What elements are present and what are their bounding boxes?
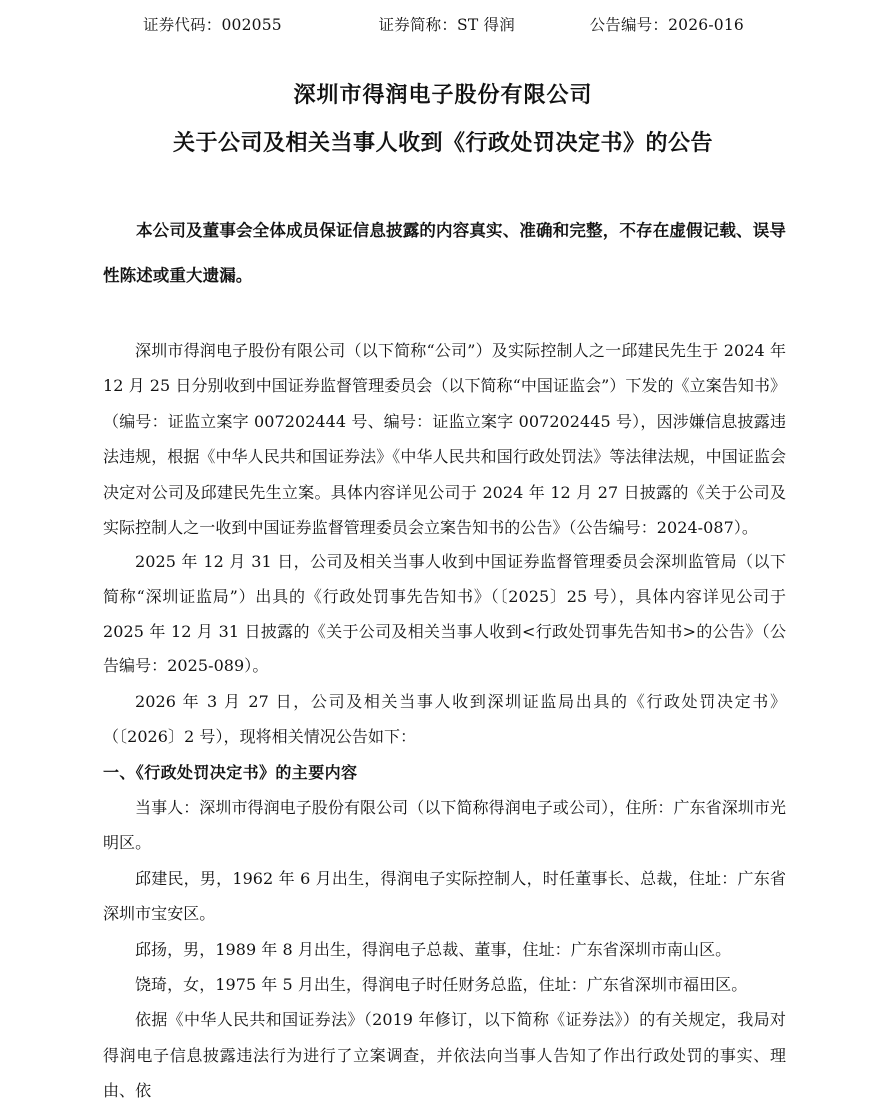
paragraph-party-company: 当事人：深圳市得润电子股份有限公司（以下简称得润电子或公司），住所：广东省深圳市光明区。 xyxy=(103,798,786,853)
paragraph-penalty-decision-received: 2026 年 3 月 27 日，公司及相关当事人收到深圳证监局出具的《行政处罚决定书》（〔2026〕2 号），现将相关情况公告如下： xyxy=(103,691,786,747)
announcement-subject-title: 关于公司及相关当事人收到《行政处罚决定书》的公告 xyxy=(172,130,713,156)
paragraph-party-qiujianmin: 邱建民，男，1962 年 6 月出生，得润电子实际控制人，时任董事长、总裁，住址：广东省深圳市宝安区。 xyxy=(103,868,786,924)
security-short-name: 证券简称：ST 得润 xyxy=(378,16,515,34)
company-name-title: 深圳市得润电子股份有限公司 xyxy=(293,82,593,108)
board-assurance-statement: 本公司及董事会全体成员保证信息披露的内容真实、准确和完整，不存在虚假记载、误导性陈述或重大遗漏。 xyxy=(103,221,786,285)
security-code: 证券代码：002055 xyxy=(143,16,282,34)
paragraph-party-raoqi: 饶琦，女，1975 年 5 月出生，得润电子时任财务总监，住址：广东省深圳市福田区。 xyxy=(135,975,748,995)
paragraph-case-filing: 深圳市得润电子股份有限公司（以下简称“公司”）及实际控制人之一邱建民先生于 2024 年 12 月 25 日分别收到中国证券监督管理委员会（以下简称“中国证监会”）下发的《立案告知书》（编号：证监立案字 007202444 号、编号：证监立案字 007202445 号），因涉嫌信息披露违法违规，根据《中华人民共和国证券法》《中华人民共和国行政处罚法》等法律法规，中国证监会决定对公司及邱建民先生立案。具体内容详见公司于 2024 年 12 月 27 日披露的《关于公司及实际控制人之一收到中国证券监督管理委员会立案告知书的公告》（公告编号：2024-087）。 xyxy=(103,341,786,538)
section-heading-main-content: 一、《行政处罚决定书》的主要内容 xyxy=(103,762,358,782)
title-block xyxy=(60,78,826,160)
paragraph-prior-notice: 2025 年 12 月 31 日，公司及相关当事人收到中国证券监督管理委员会深圳监管局（以下简称“深圳证监局”）出具的《行政处罚事先告知书》（〔2025〕25 号），具体内容详见公司于 2025 年 12 月 31 日披露的《关于公司及相关当事人收到<行政处罚事先告知书>的公告》（公告编号：2025-089）。 xyxy=(103,552,786,676)
paragraph-party-qiuyang: 邱扬，男，1989 年 8 月出生，得润电子总裁、董事，住址：广东省深圳市南山区。 xyxy=(135,939,732,959)
paragraph-investigation-basis: 依据《中华人民共和国证券法》（2019 年修订，以下简称《证券法》）的有关规定，我局对得润电子信息披露违法行为进行了立案调查，并依法向当事人告知了作出行政处罚的事实、理由、依 xyxy=(103,1010,786,1101)
document-body xyxy=(103,333,786,1109)
announcement-number: 公告编号：2026-016 xyxy=(589,16,744,34)
document-header xyxy=(103,14,786,36)
